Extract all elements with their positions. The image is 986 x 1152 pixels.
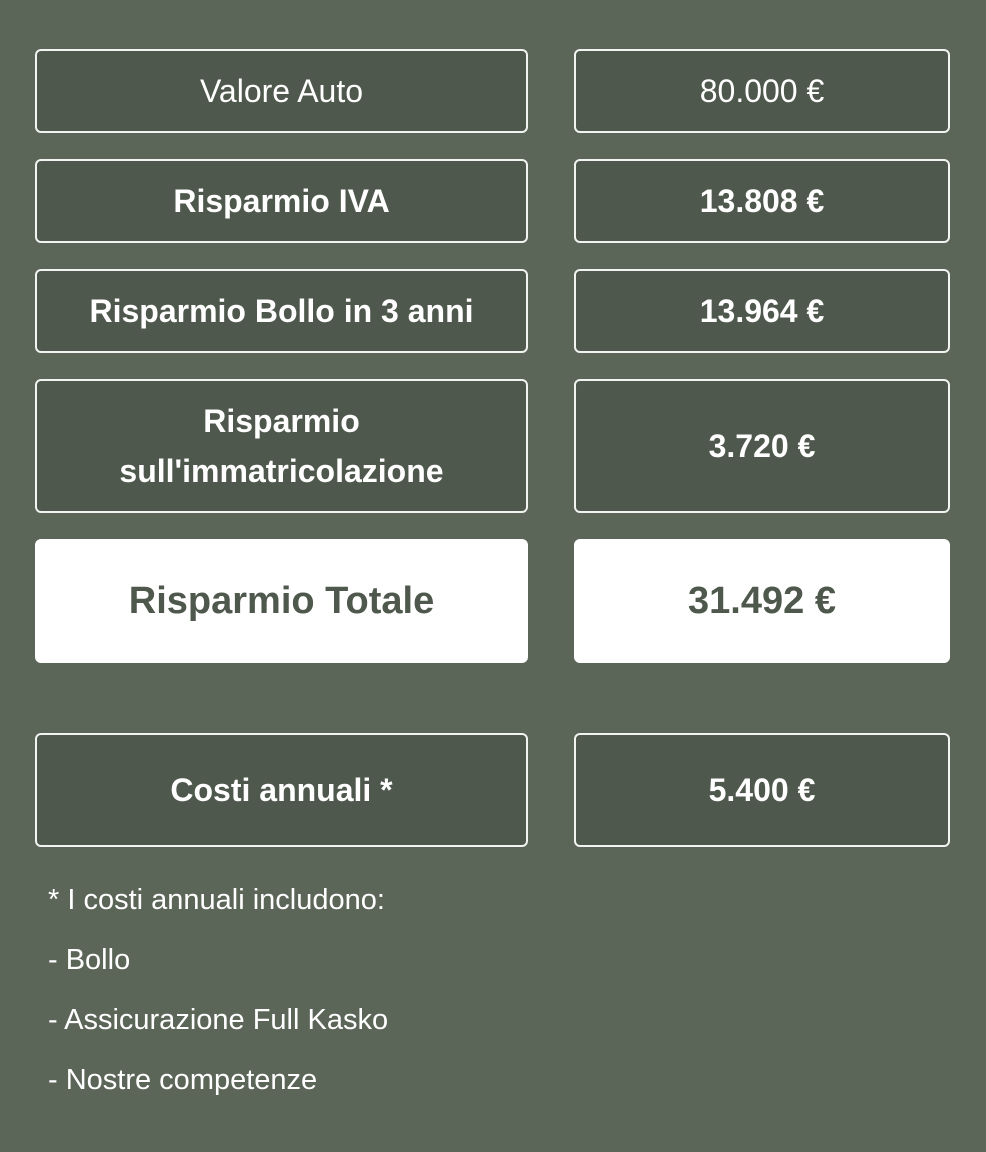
total-value: 31.492 € (574, 539, 950, 663)
row-label-line-1: Risparmio (203, 403, 360, 439)
row-value-valore-auto: 80.000 € (574, 49, 950, 133)
row-label-risparmio-immatricolazione (35, 379, 528, 513)
annual-costs-label: Costi annuali * (35, 733, 528, 847)
row-value-risparmio-bollo: 13.964 € (574, 269, 950, 353)
row-value-risparmio-iva: 13.808 € (574, 159, 950, 243)
row-label-line-2: sull'immatricolazione (119, 453, 444, 489)
notes-item-competenze: - Nostre competenze (48, 1064, 318, 1096)
notes-item-bollo: - Bollo (48, 944, 131, 976)
row-label-valore-auto: Valore Auto (35, 49, 528, 133)
row-label-risparmio-iva: Risparmio IVA (35, 159, 528, 243)
annual-costs-notes (48, 870, 388, 1110)
annual-costs-value: 5.400 € (574, 733, 950, 847)
row-label-risparmio-bollo: Risparmio Bollo in 3 anni (35, 269, 528, 353)
notes-heading: * I costi annuali includono: (48, 884, 385, 916)
row-value-risparmio-immatricolazione: 3.720 € (574, 379, 950, 513)
notes-item-assicurazione: - Assicurazione Full Kasko (48, 1004, 389, 1036)
total-label: Risparmio Totale (35, 539, 528, 663)
